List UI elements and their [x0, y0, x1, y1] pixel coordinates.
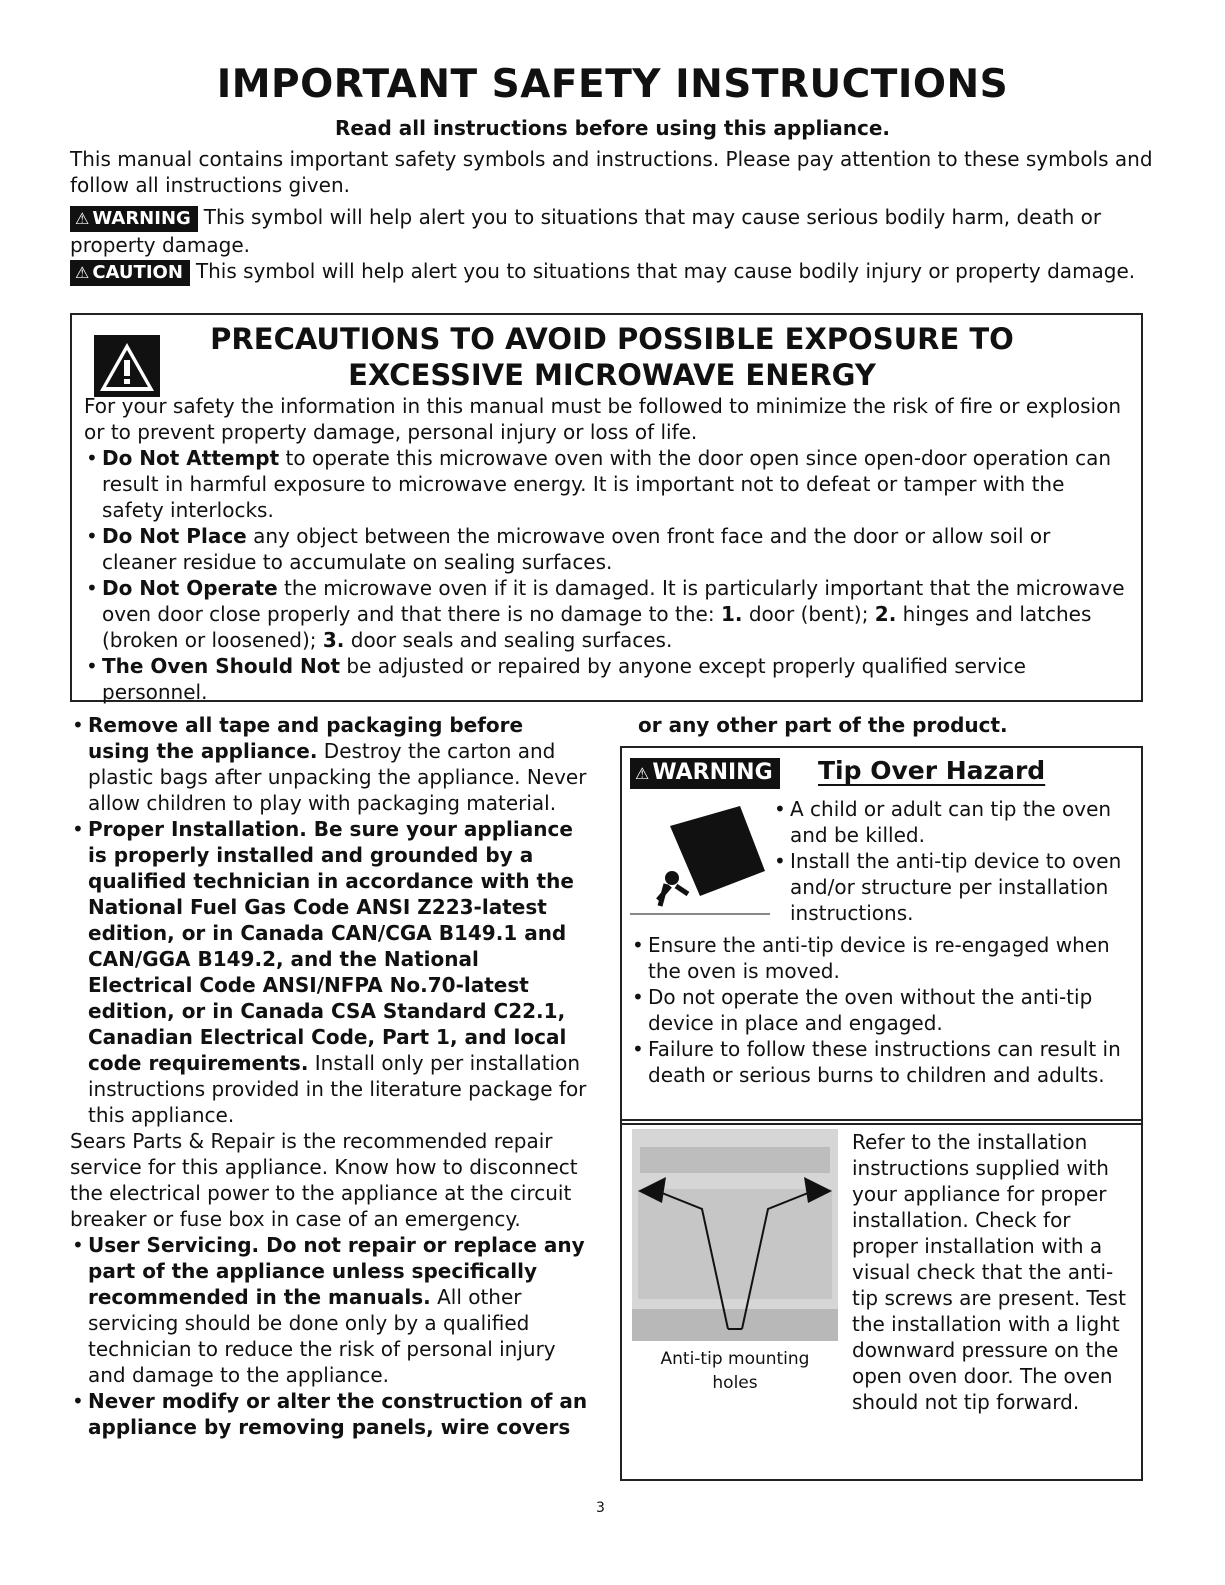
sears-paragraph: Sears Parts & Repair is the recommended repair service for this appliance. Know how to disconnect the electrical power to the appliance at the circuit breaker or fuse box in case of an emergency. [70, 1129, 578, 1231]
precautions-list [84, 445, 1129, 705]
list-item: • Do Not Place any object between the microwave oven front face and the door or allow soil or cleaner residue to accumulate on sealing surfaces. [84, 523, 1129, 575]
list-item: • Never modify or alter the construction of an appliance by removing panels, wire covers [70, 1388, 590, 1440]
list-item: • Remove all tape and packaging before using the appliance. Destroy the carton and plastic bags after unpacking the appliance. Never allow children to play with packaging material. [70, 712, 590, 816]
caution-badge: ⚠ CAUTION [70, 260, 190, 286]
page-number: 3 [596, 1500, 605, 1516]
list-item: • Do Not Attempt to operate this microwave oven with the door open since open-door operation can result in harmful exposure to microwave energy. It is important not to defeat or tamper with the safety interlocks. [84, 445, 1129, 523]
precautions-intro: For your safety the information in this manual must be followed to minimize the risk of fire or explosion or to prevent property damage, personal injury or loss of life. [84, 394, 1122, 444]
anti-tip-box [620, 1119, 1143, 1481]
precautions-box [70, 313, 1143, 702]
list-item: • Failure to follow these instructions can result in death or serious burns to children and adults. [630, 1036, 1130, 1088]
list-item: • User Servicing. Do not repair or replace any part of the appliance unless specifically recommended in the manuals. All other servicing should be done only by a qualified technician to reduce the risk of personal injury and damage to the appliance. [70, 1232, 590, 1388]
tip-over-illustration [630, 796, 770, 916]
anti-tip-instructions: Refer to the installation instructions supplied with your appliance for proper installation. Check for proper installation with a visual check that the anti-tip screws are present. Test the installation with a light downward pressure on the open oven door. The oven should not tip forward. [852, 1130, 1126, 1414]
photo-caption: Anti-tip mounting holes [660, 1349, 810, 1393]
list-item: • The Oven Should Not be adjusted or repaired by anyone except properly qualified service personnel. [84, 653, 1129, 705]
precautions-title-line2: EXCESSIVE MICROWAVE ENERGY [348, 358, 876, 392]
warning-definition [70, 204, 1160, 258]
warning-badge: ⚠ WARNING [70, 206, 198, 232]
continuation-text: or any other part of the product. [638, 713, 1008, 737]
page-title: IMPORTANT SAFETY INSTRUCTIONS [216, 62, 1009, 107]
tip-over-hazard-list [772, 796, 1132, 926]
caution-definition [70, 258, 1160, 286]
precautions-title-line1: PRECAUTIONS TO AVOID POSSIBLE EXPOSURE TO [210, 322, 1014, 356]
intro-text: This manual contains important safety symbols and instructions. Please pay attention to these symbols and follow all instructions given. [70, 147, 1153, 197]
warning-badge: ⚠ WARNING [630, 758, 780, 789]
anti-tip-photo [632, 1129, 838, 1341]
tip-over-hazard-title: Tip Over Hazard [818, 756, 1046, 785]
warning-triangle-icon [94, 335, 160, 397]
left-list-b [70, 1232, 590, 1440]
warning-triangle-icon: ⚠ [75, 209, 90, 228]
warning-triangle-icon: ⚠ [75, 263, 90, 282]
list-item: • A child or adult can tip the oven and be killed. [772, 796, 1132, 848]
page-subtitle: Read all instructions before using this appliance. [334, 116, 891, 140]
tip-over-warning-box [620, 746, 1143, 1125]
left-column [70, 712, 590, 1440]
list-item: • Install the anti-tip device to oven and/or structure per installation instructions. [772, 848, 1132, 926]
tip-over-list [630, 932, 1130, 1088]
warning-definition-text: This symbol will help alert you to situations that may cause serious bodily harm, death or property damage. [70, 205, 1102, 257]
left-list-a [70, 712, 590, 1128]
warning-triangle-icon: ⚠ [635, 764, 650, 783]
list-item: • Do Not Operate the microwave oven if it is damaged. It is particularly important that the microwave oven door close properly and that there is no damage to the: 1. door (bent); 2. hinges and latches (broken or loosened); 3. door seals and sealing surfaces. [84, 575, 1129, 653]
list-item: • Do not operate the oven without the anti-tip device in place and engaged. [630, 984, 1130, 1036]
caution-definition-text: This symbol will help alert you to situations that may cause bodily injury or property damage. [195, 259, 1136, 283]
list-item: • Ensure the anti-tip device is re-engaged when the oven is moved. [630, 932, 1130, 984]
list-item: • Proper Installation. Be sure your appliance is properly installed and grounded by a qualified technician in accordance with the National Fuel Gas Code ANSI Z223-latest edition, or in Canada CAN/CGA B149.1 and CAN/GGA B149.2, and the National Electrical Code ANSI/NFPA No.70-latest edition, or in Canada CSA Standard C22.1, Canadian Electrical Code, Part 1, and local code requirements. Install only per installation instructions provided in the literature package for this appliance. [70, 816, 590, 1128]
